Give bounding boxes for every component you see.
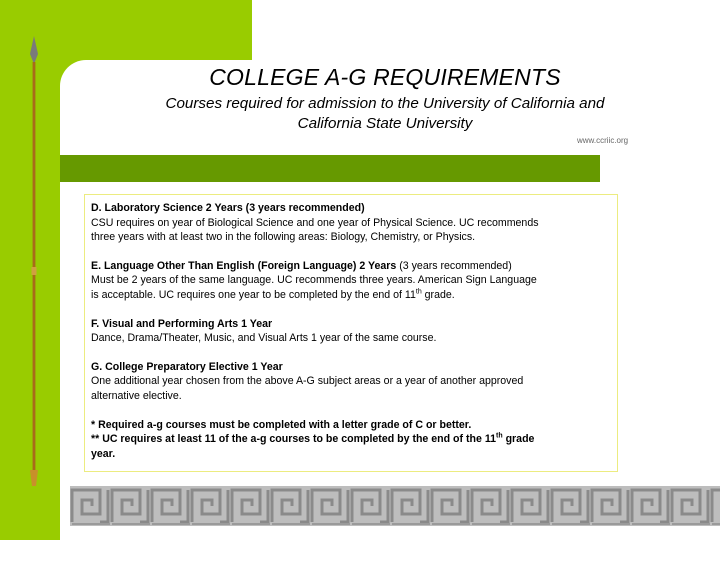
section-d bbox=[91, 201, 611, 245]
section-g-line2: alternative elective. bbox=[91, 389, 182, 402]
footnote-2-line2: year. bbox=[91, 447, 116, 460]
footnote-2-sup: th bbox=[496, 432, 503, 440]
title-block bbox=[100, 62, 670, 134]
section-e-line2-sup: th bbox=[415, 288, 422, 296]
green-divider-bar bbox=[60, 155, 600, 182]
section-d-line1: CSU requires on year of Biological Science and one year of Physical Science. UC recommends bbox=[91, 216, 539, 229]
section-g bbox=[91, 360, 611, 404]
section-f-heading: F. Visual and Performing Arts 1 Year bbox=[91, 317, 273, 330]
section-e-heading-row bbox=[91, 259, 611, 274]
footnote-1: * Required a-g courses must be completed with a letter grade of C or better. bbox=[91, 418, 472, 431]
greek-key-border bbox=[70, 486, 720, 526]
section-f-line1: Dance, Drama/Theater, Music, and Visual Arts 1 year of the same course. bbox=[91, 332, 437, 345]
section-g-line1: One additional year chosen from the above A-G subject areas or a year of another approved bbox=[91, 375, 524, 388]
section-e-line1: Must be 2 years of the same language. UC recommends three years. American Sign Language bbox=[91, 274, 537, 287]
section-d-heading: D. Laboratory Science 2 Years (3 years recommended) bbox=[91, 202, 365, 214]
section-e bbox=[91, 259, 611, 303]
section-e-line2-text: is acceptable. UC requires one year to be completed by the end of 11 bbox=[91, 288, 416, 301]
section-e-heading-note: (3 years recommended) bbox=[399, 259, 512, 272]
section-g-heading: G. College Preparatory Elective 1 Year bbox=[91, 360, 283, 373]
footnote-2-text: ** UC requires at least 11 of the a-g courses to be completed by the end of the 11 bbox=[91, 433, 497, 446]
website-label: www.ccriic.org bbox=[577, 136, 629, 145]
requirements-box bbox=[84, 194, 618, 472]
slide-title: COLLEGE A-G REQUIREMENTS bbox=[209, 64, 561, 90]
section-d-line2: three years with at least two in the following areas: Biology, Chemistry, or Physics. bbox=[91, 231, 476, 244]
section-f bbox=[91, 317, 611, 346]
footnotes bbox=[91, 418, 611, 462]
slide-subtitle-line1: Courses required for admission to the University of California and bbox=[165, 95, 605, 112]
section-e-line2-end: grade. bbox=[421, 288, 455, 301]
footnote-2-end: grade bbox=[502, 433, 535, 446]
footnote-2 bbox=[91, 432, 611, 447]
section-e-heading: E. Language Other Than English (Foreign Language) 2 Years bbox=[91, 259, 397, 272]
greek-key-pattern-icon bbox=[70, 486, 720, 526]
slide-subtitle-line2: California State University bbox=[297, 115, 473, 132]
spear-ornament-icon bbox=[24, 36, 44, 486]
section-e-line2 bbox=[91, 288, 611, 303]
